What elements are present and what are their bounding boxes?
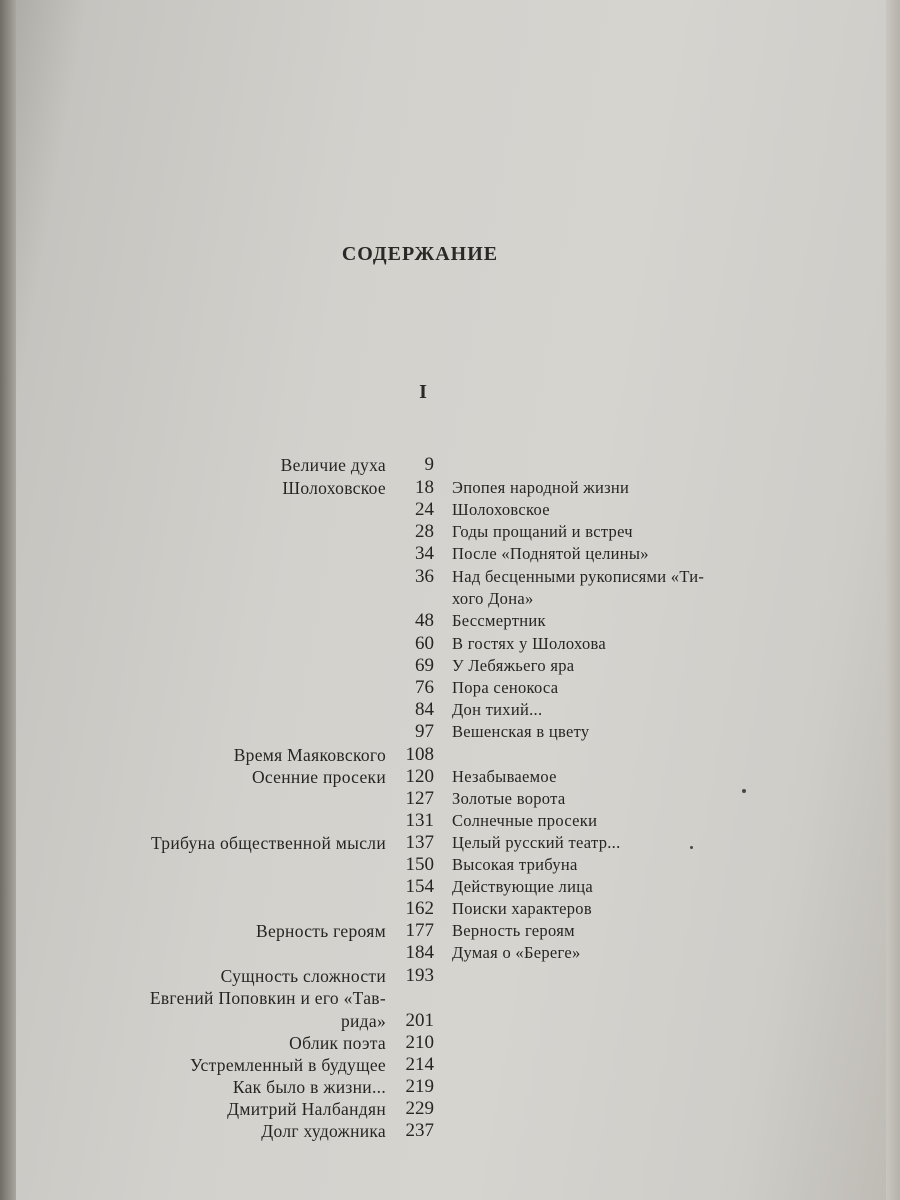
toc-left-title: Время Маяковского	[233, 745, 386, 765]
toc-left-title: Евгений Поповкин и его «Тав-	[149, 988, 386, 1008]
toc-page-number: 210	[405, 1032, 434, 1053]
toc-row	[0, 499, 900, 521]
toc-left-title: Величие духа	[280, 455, 386, 475]
toc-row	[0, 810, 900, 832]
toc-row	[0, 876, 900, 898]
toc-page-number: 150	[405, 854, 434, 875]
toc-right-title: У Лебяжьего яра	[452, 656, 575, 675]
toc-right-title: Золотые ворота	[452, 789, 566, 808]
toc-right-title: Поиски характеров	[452, 899, 592, 918]
toc-right-title: Пора сенокоса	[452, 678, 559, 697]
toc-row	[0, 677, 900, 699]
toc-page-number: 9	[424, 454, 434, 475]
toc-row	[0, 477, 900, 499]
toc-right-title: Солнечные просеки	[452, 811, 598, 830]
toc-row	[0, 1076, 900, 1098]
toc-row	[0, 1054, 900, 1076]
toc-left-title: Осенние просеки	[251, 767, 386, 787]
toc-row	[0, 1032, 900, 1054]
toc-left-title: Долг художника	[261, 1121, 386, 1141]
toc-right-title: Думая о «Береге»	[452, 943, 581, 962]
toc-right-title: Вешенская в цвету	[452, 722, 590, 741]
toc-right-title: хого Дона»	[452, 589, 534, 608]
toc-page-number: 108	[405, 744, 434, 765]
toc-left-title: Сущность сложности	[220, 966, 386, 986]
toc-page-number: 60	[415, 633, 434, 654]
toc-page-number: 229	[405, 1098, 434, 1119]
toc-right-title: Дон тихий...	[452, 700, 543, 719]
toc-row	[0, 655, 900, 677]
toc-page-number: 201	[405, 1010, 434, 1031]
toc-row	[0, 588, 900, 610]
toc-row	[0, 566, 900, 588]
toc-row	[0, 744, 900, 766]
toc-page-number: 34	[415, 543, 434, 564]
toc-right-title: После «Поднятой целины»	[452, 544, 649, 563]
toc-row	[0, 920, 900, 942]
toc-right-title: В гостях у Шолохова	[452, 634, 607, 653]
toc-row	[0, 610, 900, 632]
toc-page-number: 24	[415, 499, 434, 520]
toc-right-title: Действующие лица	[452, 877, 593, 896]
toc-row	[0, 1098, 900, 1120]
toc-right-title: Целый русский театр...	[452, 833, 621, 852]
toc-page-number: 177	[405, 920, 434, 941]
toc-row	[0, 788, 900, 810]
section-number: I	[419, 381, 427, 403]
toc-right-title: Бессмертник	[452, 611, 546, 630]
toc-row	[0, 965, 900, 987]
toc-page-number: 137	[405, 832, 434, 853]
toc-page-number: 154	[405, 876, 434, 897]
toc-right-title: Верность героям	[452, 921, 575, 940]
paper-speck	[690, 846, 693, 849]
toc-page-number: 184	[405, 942, 434, 963]
toc-row	[0, 699, 900, 721]
toc-page-number: 36	[415, 566, 434, 587]
toc-page-number: 131	[405, 810, 434, 831]
toc-page-number: 237	[405, 1120, 434, 1141]
toc-page-number: 219	[405, 1076, 434, 1097]
toc-row	[0, 633, 900, 655]
toc-row	[0, 854, 900, 876]
toc-row	[0, 987, 900, 1009]
toc-row	[0, 898, 900, 920]
toc-left-title: Шолоховское	[282, 478, 386, 498]
toc-page-number: 120	[405, 766, 434, 787]
toc-right-title: Над бесценными рукописями «Ти-	[452, 567, 705, 586]
page-title: СОДЕРЖАНИЕ	[341, 243, 499, 265]
toc-left-title: Верность героям	[255, 921, 386, 941]
toc-page-number: 162	[405, 898, 434, 919]
toc-right-title: Высокая трибуна	[452, 855, 578, 874]
toc-page-number: 69	[415, 655, 434, 676]
toc-right-title: Незабываемое	[452, 767, 557, 786]
paper-speck	[742, 789, 746, 793]
toc-page-number: 84	[415, 699, 434, 720]
toc-right-title: Годы прощаний и встреч	[452, 522, 633, 541]
toc-left-title: рида»	[340, 1011, 386, 1031]
toc-page-number: 193	[405, 965, 434, 986]
toc-row	[0, 832, 900, 854]
toc-right-title: Эпопея народной жизни	[452, 478, 630, 497]
toc-row	[0, 766, 900, 788]
toc-page-number: 214	[405, 1054, 434, 1075]
toc-row	[0, 521, 900, 543]
toc-row	[0, 1120, 900, 1142]
toc-page-number: 97	[415, 721, 434, 742]
toc-page-number: 18	[415, 477, 434, 498]
toc-left-title: Как было в жизни...	[232, 1077, 386, 1097]
toc-left-title: Устремленный в будущее	[189, 1055, 386, 1075]
toc-row	[0, 942, 900, 964]
toc-left-title: Облик поэта	[289, 1033, 386, 1053]
toc-left-title: Трибуна общественной мысли	[150, 833, 386, 853]
toc-page-number: 127	[405, 788, 434, 809]
toc-right-title: Шолоховское	[452, 500, 550, 519]
toc-page-number: 76	[415, 677, 434, 698]
toc-page-number: 48	[415, 610, 434, 631]
toc-row	[0, 454, 900, 476]
toc-left-title: Дмитрий Налбандян	[227, 1099, 386, 1119]
toc-row	[0, 1010, 900, 1032]
toc-row	[0, 721, 900, 743]
toc-row	[0, 543, 900, 565]
toc-page-number: 28	[415, 521, 434, 542]
